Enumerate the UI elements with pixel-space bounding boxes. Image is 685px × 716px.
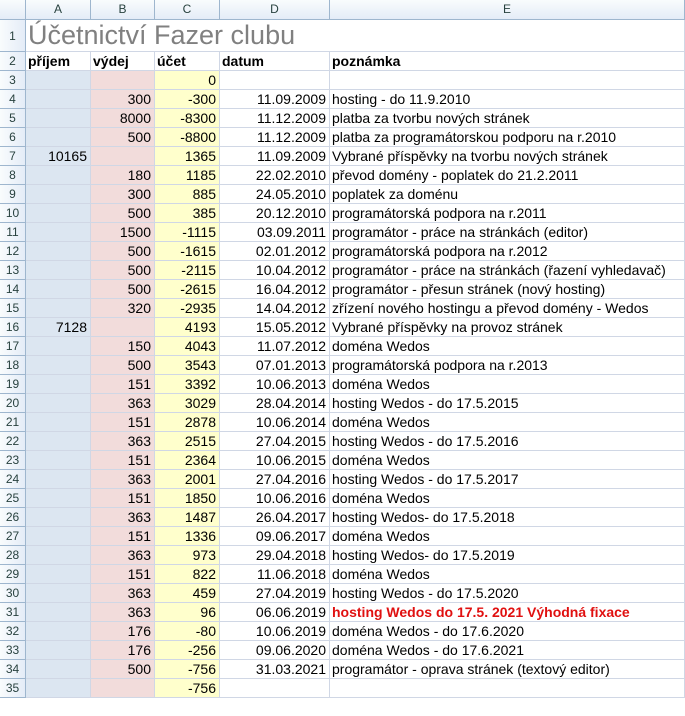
cell-b[interactable]: 8000 [91,109,155,128]
column-header-c[interactable]: C [155,0,220,20]
cell-c[interactable]: -8300 [155,109,220,128]
cell-a[interactable] [26,470,91,489]
cell-c[interactable]: 973 [155,546,220,565]
cell-a[interactable] [26,223,91,242]
cell-c[interactable]: 4193 [155,318,220,337]
cell-a[interactable] [26,451,91,470]
cell-b[interactable]: 363 [91,508,155,527]
cell-c[interactable]: 1850 [155,489,220,508]
row-header[interactable]: 23 [0,451,26,470]
column-label-e[interactable]: poznámka [330,52,685,71]
cell-b[interactable]: 500 [91,204,155,223]
cell-c[interactable]: 1365 [155,147,220,166]
cell-d[interactable] [220,71,330,90]
cell-c[interactable]: -256 [155,641,220,660]
cell-d[interactable]: 10.06.2013 [220,375,330,394]
cell-c[interactable]: -2935 [155,299,220,318]
row-header[interactable]: 8 [0,166,26,185]
cell-d[interactable]: 29.04.2018 [220,546,330,565]
cell-e[interactable]: hosting Wedos- do 17.5.2018 [330,508,685,527]
cell-e[interactable] [330,71,685,90]
cell-c[interactable]: -756 [155,679,220,698]
cell-e[interactable]: hosting Wedos- do 17.5.2019 [330,546,685,565]
cell-a[interactable] [26,413,91,432]
cell-b[interactable]: 151 [91,565,155,584]
cell-d[interactable]: 20.12.2010 [220,204,330,223]
cell-b[interactable] [91,147,155,166]
row-header[interactable]: 21 [0,413,26,432]
cell-c[interactable]: 385 [155,204,220,223]
column-header-d[interactable]: D [220,0,330,20]
cell-b[interactable]: 363 [91,584,155,603]
cell-a[interactable] [26,527,91,546]
cell-e[interactable]: hosting Wedos - do 17.5.2015 [330,394,685,413]
cell-e[interactable]: platba za programátorskou podporu na r.2010 [330,128,685,147]
cell-d[interactable]: 27.04.2015 [220,432,330,451]
row-header[interactable]: 35 [0,679,26,698]
cell-e[interactable]: programátorská podpora na r.2011 [330,204,685,223]
cell-b[interactable] [91,318,155,337]
cell-d[interactable]: 11.12.2009 [220,109,330,128]
row-header[interactable]: 3 [0,71,26,90]
row-header[interactable]: 12 [0,242,26,261]
cell-d[interactable]: 11.12.2009 [220,128,330,147]
cell-e[interactable]: hosting Wedos - do 17.5.2020 [330,584,685,603]
row-header[interactable]: 6 [0,128,26,147]
cell-a[interactable] [26,679,91,698]
cell-a[interactable] [26,280,91,299]
cell-a[interactable] [26,394,91,413]
cell-c[interactable]: -80 [155,622,220,641]
cell-b[interactable]: 176 [91,622,155,641]
cell-e[interactable]: doména Wedos - do 17.6.2020 [330,622,685,641]
cell-b[interactable]: 320 [91,299,155,318]
cell-b[interactable]: 151 [91,527,155,546]
cell-a[interactable] [26,261,91,280]
cell-d[interactable]: 11.06.2018 [220,565,330,584]
cell-d[interactable]: 10.06.2014 [220,413,330,432]
row-header[interactable]: 29 [0,565,26,584]
cell-d[interactable]: 27.04.2016 [220,470,330,489]
cell-d[interactable]: 14.04.2012 [220,299,330,318]
row-header[interactable]: 19 [0,375,26,394]
column-label-a[interactable]: příjem [26,52,91,71]
cell-b[interactable]: 500 [91,242,155,261]
cell-e[interactable]: hosting Wedos - do 17.5.2017 [330,470,685,489]
cell-a[interactable] [26,641,91,660]
cell-c[interactable]: 96 [155,603,220,622]
row-header[interactable]: 13 [0,261,26,280]
row-header[interactable]: 28 [0,546,26,565]
cell-b[interactable]: 500 [91,280,155,299]
cell-e[interactable]: programátor - práce na stránkách (editor) [330,223,685,242]
row-header[interactable]: 32 [0,622,26,641]
cell-d[interactable]: 15.05.2012 [220,318,330,337]
cell-e[interactable]: doména Wedos [330,451,685,470]
cell-d[interactable]: 10.06.2015 [220,451,330,470]
cell-b[interactable]: 363 [91,432,155,451]
cell-a[interactable] [26,242,91,261]
cell-a[interactable] [26,71,91,90]
cell-a[interactable] [26,128,91,147]
cell-c[interactable]: 4043 [155,337,220,356]
row-header[interactable]: 5 [0,109,26,128]
cell-b[interactable]: 500 [91,356,155,375]
cell-e1[interactable] [330,20,685,52]
cell-e[interactable]: programátor - oprava stránek (textový editor) [330,660,685,679]
cell-e[interactable]: doména Wedos - do 17.6.2021 [330,641,685,660]
cell-a[interactable] [26,603,91,622]
cell-b[interactable]: 151 [91,375,155,394]
cell-c[interactable]: -2615 [155,280,220,299]
select-all-corner[interactable] [0,0,26,20]
row-header[interactable]: 27 [0,527,26,546]
cell-c[interactable]: 2001 [155,470,220,489]
row-header[interactable]: 17 [0,337,26,356]
row-header[interactable]: 4 [0,90,26,109]
cell-e[interactable]: Vybrané příspěvky na tvorbu nových stránek [330,147,685,166]
cell-d[interactable]: 10.06.2019 [220,622,330,641]
cell-d[interactable]: 11.09.2009 [220,90,330,109]
cell-c[interactable]: -300 [155,90,220,109]
cell-d[interactable]: 16.04.2012 [220,280,330,299]
cell-d[interactable]: 26.04.2017 [220,508,330,527]
cell-e[interactable]: programátor - práce na stránkách (řazení vyhledavač) [330,261,685,280]
cell-c[interactable]: -2115 [155,261,220,280]
cell-e[interactable]: doména Wedos [330,527,685,546]
cell-b[interactable]: 150 [91,337,155,356]
cell-a[interactable] [26,660,91,679]
cell-c[interactable]: 1336 [155,527,220,546]
column-header-b[interactable]: B [91,0,155,20]
row-header[interactable]: 20 [0,394,26,413]
cell-d[interactable]: 09.06.2020 [220,641,330,660]
row-header[interactable]: 33 [0,641,26,660]
cell-b[interactable]: 151 [91,489,155,508]
cell-e[interactable]: hosting Wedos do 17.5. 2021 Výhodná fixace [330,603,685,622]
cell-e[interactable]: doména Wedos [330,375,685,394]
row-header[interactable]: 34 [0,660,26,679]
cell-e[interactable]: platba za tvorbu nových stránek [330,109,685,128]
cell-c[interactable]: -1615 [155,242,220,261]
cell-b[interactable]: 151 [91,413,155,432]
cell-e[interactable]: doména Wedos [330,489,685,508]
cell-a[interactable] [26,204,91,223]
cell-b[interactable] [91,679,155,698]
cell-e[interactable]: Vybrané příspěvky na provoz stránek [330,318,685,337]
cell-c[interactable]: -756 [155,660,220,679]
cell-a[interactable] [26,489,91,508]
column-label-b[interactable]: výdej [91,52,155,71]
cell-d[interactable]: 11.07.2012 [220,337,330,356]
cell-e[interactable]: zřízení nového hostingu a převod domény - Wedos [330,299,685,318]
cell-d[interactable]: 06.06.2019 [220,603,330,622]
cell-e[interactable]: doména Wedos [330,337,685,356]
cell-d[interactable]: 03.09.2011 [220,223,330,242]
cell-e[interactable]: převod domény - poplatek do 21.2.2011 [330,166,685,185]
column-label-d[interactable]: datum [220,52,330,71]
cell-c[interactable]: -1115 [155,223,220,242]
cell-e[interactable]: hosting - do 11.9.2010 [330,90,685,109]
column-label-c[interactable]: účet [155,52,220,71]
row-header[interactable]: 25 [0,489,26,508]
cell-c[interactable]: 459 [155,584,220,603]
cell-c[interactable]: 2515 [155,432,220,451]
row-header[interactable]: 14 [0,280,26,299]
cell-d[interactable]: 07.01.2013 [220,356,330,375]
row-header[interactable]: 15 [0,299,26,318]
cell-a[interactable] [26,508,91,527]
cell-b[interactable]: 363 [91,470,155,489]
cell-c[interactable]: 2878 [155,413,220,432]
row-header[interactable]: 30 [0,584,26,603]
row-header[interactable]: 31 [0,603,26,622]
row-header[interactable]: 1 [0,20,26,52]
cell-b[interactable]: 300 [91,185,155,204]
cell-d[interactable]: 27.04.2019 [220,584,330,603]
cell-d[interactable]: 31.03.2021 [220,660,330,679]
row-header[interactable]: 18 [0,356,26,375]
cell-d[interactable]: 02.01.2012 [220,242,330,261]
cell-c[interactable]: -8800 [155,128,220,147]
cell-a[interactable] [26,546,91,565]
cell-a[interactable] [26,565,91,584]
cell-a[interactable] [26,584,91,603]
row-header[interactable]: 9 [0,185,26,204]
cell-e[interactable]: poplatek za doménu [330,185,685,204]
cell-b[interactable]: 363 [91,546,155,565]
cell-e[interactable] [330,679,685,698]
cell-b[interactable]: 180 [91,166,155,185]
cell-b[interactable]: 151 [91,451,155,470]
cell-d[interactable]: 28.04.2014 [220,394,330,413]
row-header[interactable]: 16 [0,318,26,337]
cell-a[interactable] [26,356,91,375]
column-header-e[interactable]: E [330,0,685,20]
cell-c[interactable]: 822 [155,565,220,584]
cell-e[interactable]: hosting Wedos - do 17.5.2016 [330,432,685,451]
row-header[interactable]: 2 [0,52,26,71]
cell-e[interactable]: programátorská podpora na r.2012 [330,242,685,261]
cell-d[interactable]: 10.06.2016 [220,489,330,508]
sheet-title[interactable]: Účetnictví Fazer clubu [26,20,330,52]
cell-e[interactable]: programátorská podpora na r.2013 [330,356,685,375]
cell-a[interactable] [26,109,91,128]
cell-c[interactable]: 1487 [155,508,220,527]
cell-a[interactable] [26,185,91,204]
cell-b[interactable]: 176 [91,641,155,660]
cell-d[interactable]: 09.06.2017 [220,527,330,546]
row-header[interactable]: 10 [0,204,26,223]
cell-a[interactable] [26,622,91,641]
cell-a[interactable] [26,432,91,451]
cell-a[interactable] [26,166,91,185]
cell-b[interactable]: 300 [91,90,155,109]
cell-d[interactable]: 11.09.2009 [220,147,330,166]
cell-c[interactable]: 3392 [155,375,220,394]
cell-e[interactable]: doména Wedos [330,413,685,432]
row-header[interactable]: 11 [0,223,26,242]
cell-d[interactable]: 22.02.2010 [220,166,330,185]
cell-e[interactable]: doména Wedos [330,565,685,584]
cell-b[interactable]: 500 [91,128,155,147]
row-header[interactable]: 22 [0,432,26,451]
cell-c[interactable]: 1185 [155,166,220,185]
column-header-a[interactable]: A [26,0,91,20]
cell-a[interactable] [26,337,91,356]
cell-a[interactable] [26,299,91,318]
row-header[interactable]: 24 [0,470,26,489]
cell-d[interactable]: 10.04.2012 [220,261,330,280]
cell-b[interactable]: 363 [91,394,155,413]
cell-c[interactable]: 3029 [155,394,220,413]
cell-c[interactable]: 3543 [155,356,220,375]
cell-b[interactable]: 500 [91,261,155,280]
cell-d[interactable] [220,679,330,698]
cell-a[interactable] [26,90,91,109]
cell-b[interactable]: 1500 [91,223,155,242]
cell-b[interactable]: 363 [91,603,155,622]
cell-a[interactable]: 7128 [26,318,91,337]
cell-a[interactable] [26,375,91,394]
cell-d[interactable]: 24.05.2010 [220,185,330,204]
cell-e[interactable]: programátor - přesun stránek (nový hosting) [330,280,685,299]
cell-c[interactable]: 0 [155,71,220,90]
cell-c[interactable]: 885 [155,185,220,204]
row-header[interactable]: 26 [0,508,26,527]
cell-b[interactable] [91,71,155,90]
cell-a[interactable]: 10165 [26,147,91,166]
row-header[interactable]: 7 [0,147,26,166]
cell-c[interactable]: 2364 [155,451,220,470]
cell-b[interactable]: 500 [91,660,155,679]
